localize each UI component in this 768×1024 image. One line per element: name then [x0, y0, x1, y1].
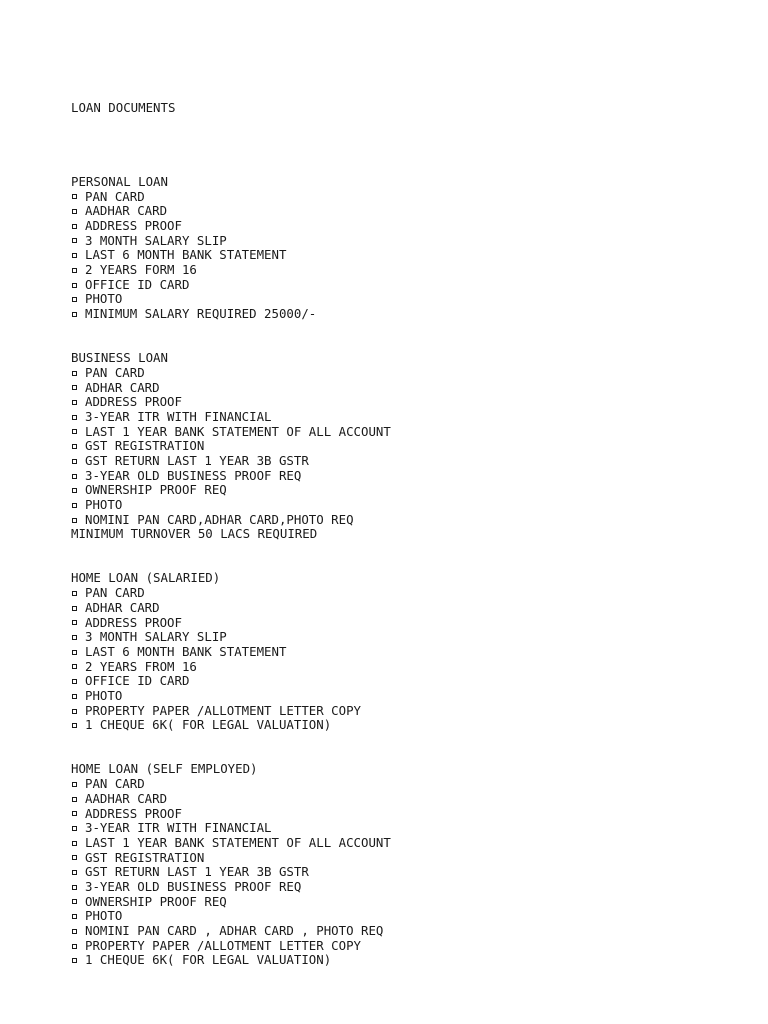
square-bullet-icon — [72, 283, 77, 288]
square-bullet-icon — [72, 650, 77, 655]
list-item-text: LAST 1 YEAR BANK STATEMENT OF ALL ACCOUNT — [85, 423, 391, 439]
square-bullet-icon — [72, 944, 77, 949]
list-item-text: GST REGISTRATION — [85, 438, 205, 454]
list-item-text: 3-YEAR OLD BUSINESS PROOF REQ — [85, 467, 302, 483]
list-item-text: GST REGISTRATION — [85, 849, 205, 865]
list-item — [71, 836, 751, 851]
square-bullet-icon — [72, 664, 77, 669]
list-item — [71, 366, 751, 381]
square-bullet-icon — [72, 488, 77, 493]
list-item — [71, 924, 751, 939]
list-item — [71, 865, 751, 880]
list-item-text: PROPERTY PAPER /ALLOTMENT LETTER COPY — [85, 702, 362, 718]
sections-container — [71, 175, 751, 968]
list-item — [71, 292, 751, 307]
list-item-text: 2 YEARS FORM 16 — [85, 262, 197, 278]
list-item — [71, 895, 751, 910]
list-item — [71, 601, 751, 616]
square-bullet-icon — [72, 635, 77, 640]
square-bullet-icon — [72, 797, 77, 802]
list-item-text: AADHAR CARD — [85, 203, 168, 219]
list-item — [71, 851, 751, 866]
list-item — [71, 689, 751, 704]
list-item-text: ADHAR CARD — [85, 379, 160, 395]
square-bullet-icon — [72, 503, 77, 508]
list-item-text: PHOTO — [85, 687, 123, 703]
list-item — [71, 381, 751, 396]
list-item-text: LAST 6 MONTH BANK STATEMENT — [85, 247, 287, 263]
list-item-text: OFFICE ID CARD — [85, 673, 190, 689]
list-item — [71, 190, 751, 205]
section-title: PERSONAL LOAN — [71, 173, 168, 189]
list-item — [71, 395, 751, 410]
square-bullet-icon — [72, 855, 77, 860]
square-bullet-icon — [72, 297, 77, 302]
list-item-text: ADDRESS PROOF — [85, 394, 182, 410]
list-item — [71, 498, 751, 513]
list-item — [71, 645, 751, 660]
list-item-text: 1 CHEQUE 6K( FOR LEGAL VALUATION) — [85, 952, 332, 968]
square-bullet-icon — [72, 870, 77, 875]
list-item-text: PHOTO — [85, 291, 123, 307]
list-item-text: 1 CHEQUE 6K( FOR LEGAL VALUATION) — [85, 717, 332, 733]
square-bullet-icon — [72, 312, 77, 317]
square-bullet-icon — [72, 811, 77, 816]
list-item — [71, 630, 751, 645]
list-item — [71, 483, 751, 498]
loan-section — [71, 351, 751, 542]
square-bullet-icon — [72, 194, 77, 199]
list-item — [71, 807, 751, 822]
list-item — [71, 410, 751, 425]
list-item — [71, 513, 751, 528]
square-bullet-icon — [72, 474, 77, 479]
list-item — [71, 586, 751, 601]
square-bullet-icon — [72, 885, 77, 890]
list-item — [71, 307, 751, 322]
list-item — [71, 469, 751, 484]
square-bullet-icon — [72, 371, 77, 376]
list-item-text: PAN CARD — [85, 585, 145, 601]
square-bullet-icon — [72, 224, 77, 229]
list-item — [71, 263, 751, 278]
list-item-text: ADHAR CARD — [85, 599, 160, 615]
list-item — [71, 909, 751, 924]
loan-section — [71, 762, 751, 968]
list-item-text: LAST 1 YEAR BANK STATEMENT OF ALL ACCOUNT — [85, 834, 391, 850]
section-note: MINIMUM TURNOVER 50 LACS REQUIRED — [71, 526, 318, 542]
square-bullet-icon — [72, 591, 77, 596]
list-item — [71, 674, 751, 689]
square-bullet-icon — [72, 782, 77, 787]
square-bullet-icon — [72, 253, 77, 258]
square-bullet-icon — [72, 415, 77, 420]
square-bullet-icon — [72, 929, 77, 934]
list-item-text: ADDRESS PROOF — [85, 217, 182, 233]
list-item-text: 3-YEAR ITR WITH FINANCIAL — [85, 820, 272, 836]
list-item-text: 2 YEARS FROM 16 — [85, 658, 197, 674]
list-item-text: MINIMUM SALARY REQUIRED 25000/- — [85, 306, 317, 322]
list-item-text: GST RETURN LAST 1 YEAR 3B GSTR — [85, 452, 309, 468]
section-title: BUSINESS LOAN — [71, 350, 168, 366]
list-item — [71, 219, 751, 234]
square-bullet-icon — [72, 209, 77, 214]
list-item — [71, 821, 751, 836]
list-item-text: NOMINI PAN CARD , ADHAR CARD , PHOTO REQ — [85, 923, 384, 938]
square-bullet-icon — [72, 899, 77, 904]
list-item — [71, 616, 751, 631]
square-bullet-icon — [72, 606, 77, 611]
list-item — [71, 880, 751, 895]
list-item — [71, 204, 751, 219]
square-bullet-icon — [72, 620, 77, 625]
square-bullet-icon — [72, 841, 77, 846]
square-bullet-icon — [72, 723, 77, 728]
square-bullet-icon — [72, 958, 77, 963]
list-item-text: PROPERTY PAPER /ALLOTMENT LETTER COPY — [85, 937, 362, 953]
list-item-text: 3-YEAR OLD BUSINESS PROOF REQ — [85, 878, 302, 894]
square-bullet-icon — [72, 429, 77, 434]
list-item-text: 3-YEAR ITR WITH FINANCIAL — [85, 408, 272, 424]
list-item-text: GST RETURN LAST 1 YEAR 3B GSTR — [85, 864, 309, 880]
square-bullet-icon — [72, 694, 77, 699]
square-bullet-icon — [72, 518, 77, 523]
document-title: LOAN DOCUMENTS — [71, 100, 176, 116]
list-item-text: PHOTO — [85, 497, 123, 513]
square-bullet-icon — [72, 709, 77, 714]
list-item-text: OWNERSHIP PROOF REQ — [85, 482, 227, 498]
square-bullet-icon — [72, 914, 77, 919]
list-item — [71, 792, 751, 807]
list-item — [71, 248, 751, 263]
section-title: HOME LOAN (SELF EMPLOYED) — [71, 761, 258, 777]
square-bullet-icon — [72, 268, 77, 273]
list-item-text: 3 MONTH SALARY SLIP — [85, 629, 227, 645]
list-item-text: PAN CARD — [85, 364, 145, 380]
loan-section — [71, 175, 751, 322]
document-page — [71, 72, 751, 1012]
list-item — [71, 939, 751, 954]
square-bullet-icon — [72, 826, 77, 831]
list-item-text: NOMINI PAN CARD,ADHAR CARD,PHOTO REQ — [85, 511, 354, 527]
list-item — [71, 777, 751, 792]
list-item — [71, 454, 751, 469]
list-item-text: OWNERSHIP PROOF REQ — [85, 893, 227, 909]
list-item-text: LAST 6 MONTH BANK STATEMENT — [85, 643, 287, 659]
list-item-text: 3 MONTH SALARY SLIP — [85, 232, 227, 248]
loan-section — [71, 571, 751, 733]
list-item — [71, 660, 751, 675]
list-item-text: ADDRESS PROOF — [85, 805, 182, 821]
list-item-text: PAN CARD — [85, 776, 145, 792]
list-item — [71, 439, 751, 454]
list-item — [71, 278, 751, 293]
square-bullet-icon — [72, 459, 77, 464]
list-item-text: OFFICE ID CARD — [85, 276, 190, 292]
section-title: HOME LOAN (SALARIED) — [71, 570, 221, 586]
list-item-text: PAN CARD — [85, 188, 145, 204]
list-item — [71, 234, 751, 249]
square-bullet-icon — [72, 385, 77, 390]
list-item — [71, 953, 751, 968]
list-item — [71, 704, 751, 719]
square-bullet-icon — [72, 444, 77, 449]
list-item — [71, 425, 751, 440]
list-item-text: ADDRESS PROOF — [85, 614, 182, 630]
square-bullet-icon — [72, 679, 77, 684]
list-item-text: AADHAR CARD — [85, 790, 168, 806]
square-bullet-icon — [72, 400, 77, 405]
list-item-text: PHOTO — [85, 908, 123, 924]
list-item — [71, 718, 751, 733]
square-bullet-icon — [72, 238, 77, 243]
